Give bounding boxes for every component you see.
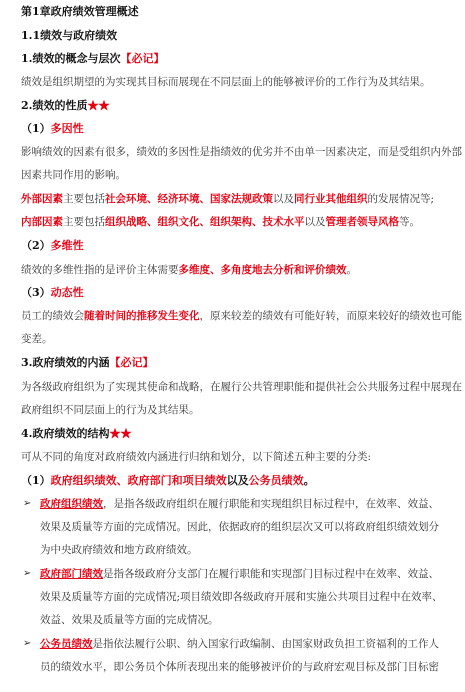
bullet-1-line-1: [40, 497, 439, 511]
bullet-3-line-1: [40, 637, 439, 651]
bullet-1-line-2: 效果及质量等方面的完成情况。因此，依据政府的组织层次又可以将政府组织绩效划分: [40, 521, 439, 533]
text: ，原来较差的绩效有可能好转，而原来较好的绩效也可能: [199, 310, 462, 322]
highlight: 多维度、多角度地去分析和评价绩效: [178, 264, 347, 276]
paragraph-external-factors: [21, 192, 434, 206]
text: 。: [346, 264, 357, 276]
bullet-2-line-2: 效果及质量等方面的完成情况;项目绩效即各级政府开展和实施公共项目过程中在效率、: [40, 591, 443, 603]
subheading-number: （1）: [21, 122, 51, 135]
subheading-title: 动态性: [50, 286, 84, 299]
text: 员工的绩效会: [21, 310, 84, 322]
paragraph-multidimensional: [21, 263, 357, 277]
bullet-term: 公务员绩效: [40, 638, 93, 650]
text: 是指各级政府分支部门在履行职能和实现部门目标过程中在效率、效益、: [103, 568, 439, 580]
internal-factors-term: 内部因素: [21, 216, 63, 228]
text: 以及: [226, 474, 249, 487]
subheading-2-1: [21, 122, 84, 136]
heading-2-text: 2.绩效的性质: [21, 99, 88, 112]
paragraph-internal-factors: [21, 215, 420, 229]
external-factors-term: 外部因素: [21, 193, 63, 205]
section-title: 1.1绩效与政府绩效: [21, 29, 118, 42]
subheading-4-1: [21, 474, 315, 488]
subheading-title: 多维性: [50, 239, 84, 252]
bullet-3-line-2: 员的绩效水平，即公务员个体所表现出来的能够被评价的与政府宏观目标及部门目标密: [40, 661, 439, 673]
text: 绩效的多维性指的是评价主体需要: [21, 264, 179, 276]
star-rating: ★★: [109, 427, 132, 440]
paragraph-3b: 政府组织不同层面上的行为及其结果。: [21, 404, 200, 416]
text: 是指依法履行公职、纳入国家行政编制、由国家财政负担工资福利的工作人: [92, 638, 439, 650]
highlight: 管理者领导风格: [325, 216, 399, 228]
text: 主要包括: [63, 193, 105, 205]
heading-2: [21, 99, 109, 113]
text: ，是指各级政府组织在履行职能和实现组织目标过程中，在效率、效益、: [103, 498, 439, 510]
text: 以及: [304, 216, 326, 228]
highlight: 同行业其他组织: [294, 193, 368, 205]
bullet-term: 政府组织绩效: [40, 498, 103, 510]
bullet-1-line-3: 为中央政府绩效和地方政府绩效。: [40, 544, 198, 556]
chapter-title: 第1章政府绩效管理概述: [21, 5, 139, 18]
highlight: 公务员绩效: [248, 474, 304, 487]
highlight: 社会环境、经济环境、国家法规政策: [105, 193, 273, 205]
highlight: 组织战略、组织文化、组织架构、技术水平: [105, 216, 305, 228]
subheading-2-2: [21, 239, 84, 253]
bullet-2-line-1: [40, 567, 439, 581]
heading-3: [21, 356, 153, 370]
paragraph-2b: 因素共同作用的影响。: [21, 169, 126, 181]
bullet-arrow-icon: ➢: [23, 568, 32, 579]
heading-1-text: 1.绩效的概念与层次: [21, 52, 121, 65]
star-rating: ★★: [87, 99, 110, 112]
subheading-2-3: [21, 286, 84, 300]
paragraph-3a: 为各级政府组织为了实现其使命和战略，在履行公共管理职能和提供社会公共服务过程中展现在: [21, 381, 462, 393]
text: 主要包括: [63, 216, 105, 228]
must-remember-mark: 【必记】: [109, 356, 154, 369]
highlight: 随着时间的推移发生变化: [84, 310, 200, 322]
text: 等。: [399, 216, 420, 228]
paragraph-dynamic-cont: 变差。: [21, 333, 53, 345]
highlight: 政府组织绩效、政府部门和项目绩效: [50, 474, 227, 487]
text: 的发展情况等;: [367, 193, 435, 205]
heading-3-text: 3.政府绩效的内涵: [21, 356, 110, 369]
paragraph-1: 绩效是组织期望的为实现其目标而展现在不同层面上的能够被评价的工作行为及其结果。: [21, 76, 431, 88]
heading-4: [21, 427, 131, 441]
bullet-term: 政府部门绩效: [40, 568, 103, 580]
paragraph-dynamic: [21, 309, 462, 323]
subheading-number: （2）: [21, 239, 51, 252]
must-remember-mark: 【必记】: [120, 52, 165, 65]
subheading-number: （3）: [21, 286, 51, 299]
text: 以及: [273, 193, 294, 205]
subheading-number: （1）: [21, 474, 51, 487]
heading-4-text: 4.政府绩效的结构: [21, 427, 110, 440]
bullet-2-line-3: 效益、效果及质量等方面的完成情况。: [40, 614, 219, 626]
bullet-arrow-icon: ➢: [23, 498, 32, 509]
subheading-title: 多因性: [50, 122, 84, 135]
paragraph-2a: 影响绩效的因素有很多，绩效的多因性是指绩效的优劣并不由单一因素决定，而是受组织内外部: [21, 146, 462, 158]
paragraph-4: 可从不同的角度对政府绩效内涵进行归纳和划分，以下简述五种主要的分类:: [21, 451, 372, 463]
text: 。: [303, 474, 315, 487]
bullet-arrow-icon: ➢: [23, 638, 32, 649]
heading-1: [21, 52, 164, 66]
